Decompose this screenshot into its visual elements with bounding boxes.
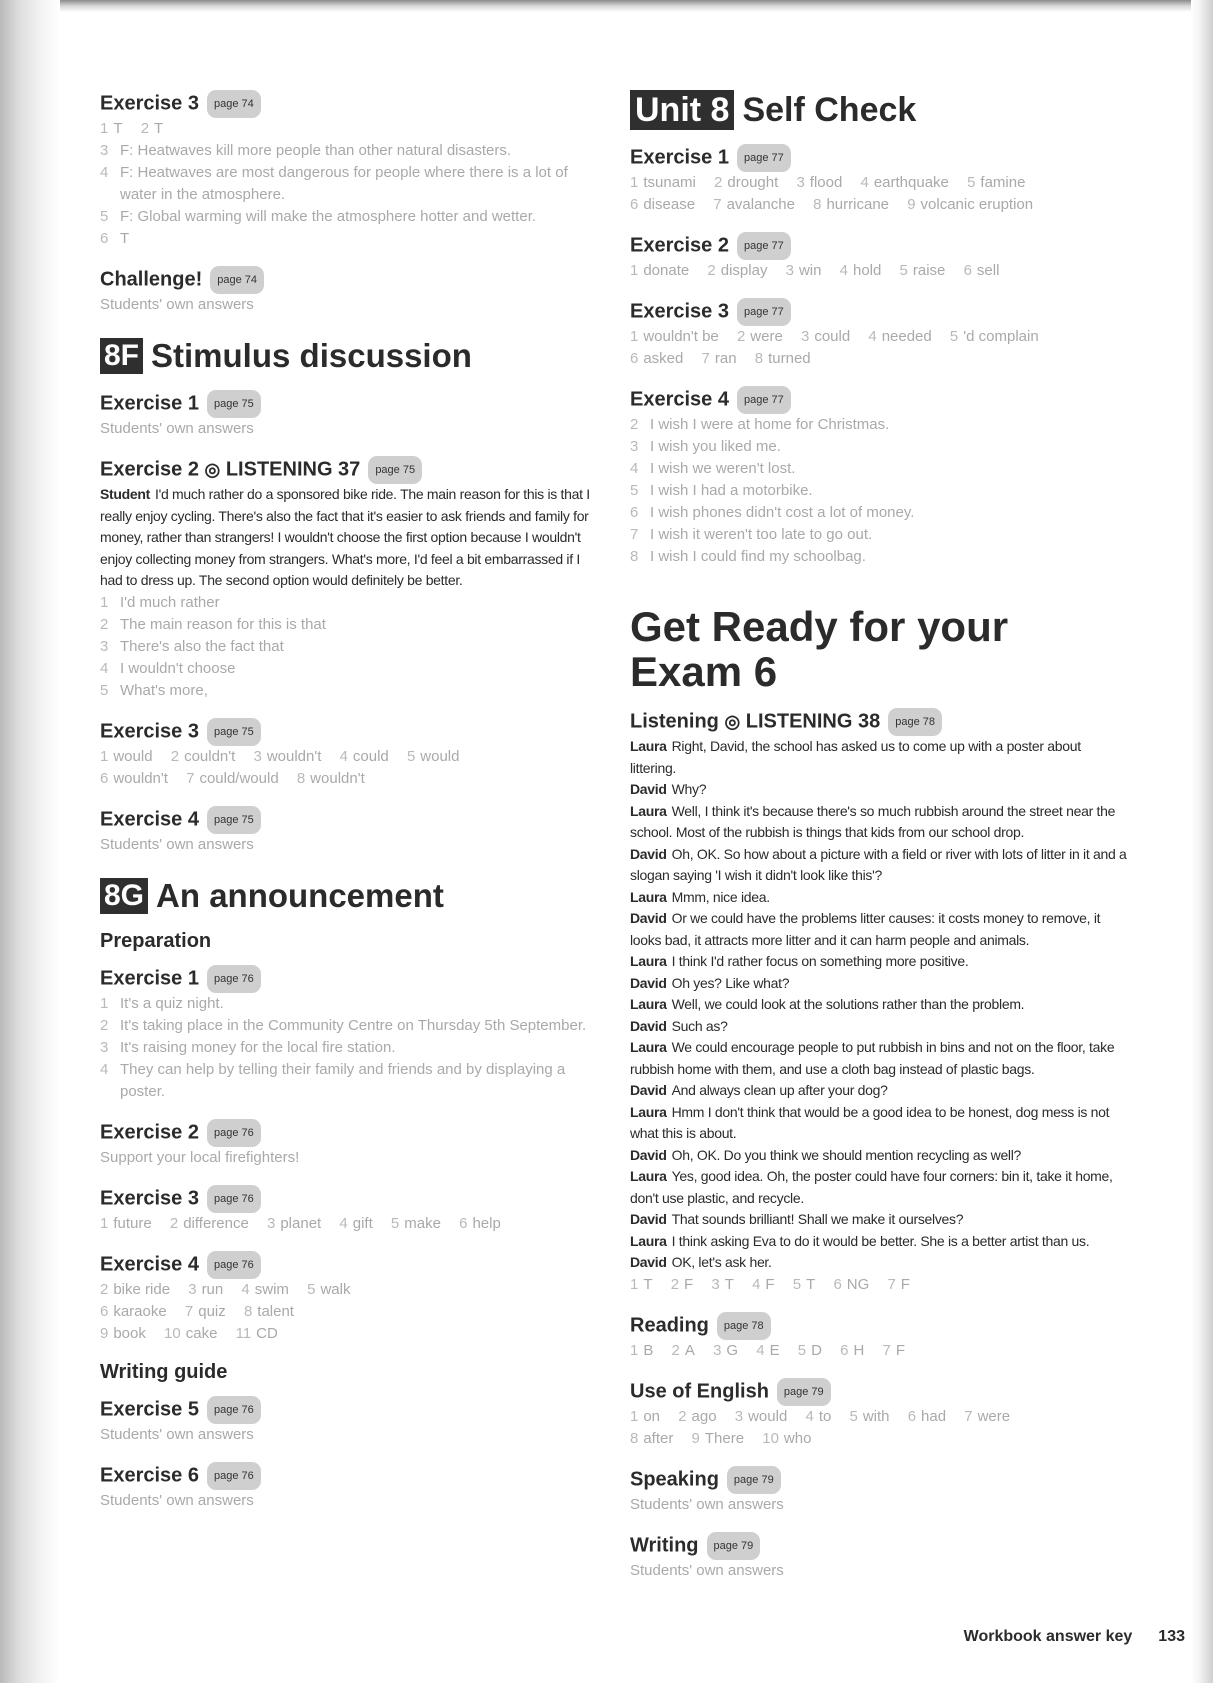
exercise-3-block xyxy=(100,90,590,250)
answer-text: Students' own answers xyxy=(100,420,254,437)
answer-line: 1 on 2 ago 3 would 4 to 5 with 6 had 7 were xyxy=(630,1407,1011,1425)
exercise-title: Exercise 3 xyxy=(630,300,729,323)
unit-tag: Unit 8 xyxy=(630,90,734,130)
speaker-name: Student xyxy=(100,486,151,502)
exercise-title: Reading xyxy=(630,1313,709,1336)
answer-text: Support your local firefighters! xyxy=(100,1148,300,1166)
listening-label: LISTENING 38 xyxy=(745,710,881,733)
page-pill: page 79 xyxy=(727,1466,781,1494)
exercise-title: Exercise 2 xyxy=(100,458,199,481)
exercise-heading xyxy=(630,1378,1130,1406)
page-pill: page 76 xyxy=(207,965,261,993)
exercise-heading xyxy=(100,965,590,993)
exercise-heading xyxy=(630,144,1130,172)
section-tag: 8F xyxy=(100,338,143,374)
section-heading-8g xyxy=(100,876,590,916)
exercise-2-block xyxy=(100,1119,590,1169)
answer-line: 1 wouldn't be 2 were 3 could 4 needed 5 'd complain xyxy=(630,328,1039,345)
answer-line: 8 after 9 There 10 who xyxy=(630,1429,812,1447)
unit-title: Self Check xyxy=(742,91,917,129)
exercise-heading xyxy=(100,1462,590,1490)
answer-line: 1 donate 2 display 3 win 4 hold 5 raise 6 sell xyxy=(630,262,1000,279)
section-heading-8f xyxy=(100,336,590,376)
footer-label: Workbook answer key xyxy=(963,1628,1133,1645)
answer-list: 1 I'd much rather 2 The main reason for this is that 3 There's also the fact that 4 I wouldn't choose 5 What's more, xyxy=(100,593,326,699)
reading-block xyxy=(630,1312,1130,1362)
exercise-3-block xyxy=(100,718,590,790)
page-binding-shadow xyxy=(0,0,60,1683)
exercise-heading xyxy=(630,1532,1130,1560)
exercise-6-block xyxy=(100,1462,590,1512)
speaking-block xyxy=(630,1466,1130,1516)
answer-text: Students' own answers xyxy=(100,1425,254,1443)
section-tag: 8G xyxy=(100,878,148,914)
audio-disc-icon: ◎ xyxy=(204,459,221,480)
answer-line: 1 future 2 difference 3 planet 4 gift 5 make 6 help xyxy=(100,1214,501,1232)
page-pill: page 75 xyxy=(207,718,261,746)
answer-line: 1 would 2 couldn't 3 wouldn't 4 could 5 would xyxy=(100,747,460,765)
exercise-title: Exercise 1 xyxy=(630,146,729,169)
page-pill: page 77 xyxy=(737,298,791,326)
answer-text: Students' own answers xyxy=(100,1491,254,1509)
exercise-title: Exercise 3 xyxy=(100,719,199,742)
exercise-title: Listening xyxy=(630,710,719,733)
transcript-text: I'd much rather do a sponsored bike ride. The main reason for this is that I really enjoy cycling. There's also the fact that it's easier to ask friends and family for money, rather than strangers! I wouldn't choose the first option because I wouldn't enjoy collecting money from strangers. What's more, I'd feel a bit embarrassed if I had to dress up. The second option would definitely be better. xyxy=(100,486,590,588)
challenge-block xyxy=(100,266,590,316)
answer-text: Students' own answers xyxy=(630,1495,784,1513)
exercise-heading xyxy=(100,1119,590,1147)
answer-text: Students' own answers xyxy=(100,296,254,313)
exercise-title: Exercise 1 xyxy=(100,392,199,415)
exercise-heading xyxy=(100,90,590,118)
page-pill: page 76 xyxy=(207,1462,261,1490)
page-pill: page 76 xyxy=(207,1119,261,1147)
exercise-5-block xyxy=(100,1396,590,1446)
exercise-heading xyxy=(630,298,1130,326)
unit-heading xyxy=(630,90,1130,130)
subheading-preparation: Preparation xyxy=(100,929,212,952)
page-pill: page 75 xyxy=(368,456,422,484)
section-title: Stimulus discussion xyxy=(151,337,472,374)
exercise-heading xyxy=(630,386,1130,414)
left-column xyxy=(100,90,590,1528)
selfcheck-exercise-3 xyxy=(630,298,1130,370)
page-pill: page 76 xyxy=(207,1396,261,1424)
exercise-title: Writing xyxy=(630,1533,699,1556)
exercise-3-block xyxy=(100,1185,590,1235)
use-of-english-block xyxy=(630,1378,1130,1450)
exercise-title: Exercise 6 xyxy=(100,1463,199,1486)
answer-line: 6 asked 7 ran 8 turned xyxy=(630,350,811,367)
answer-list: 2 I wish I were at home for Christmas. 3 I wish you liked me. 4 I wish we weren't lost. 5 I wish I had a motorbike. 6 I wish phones didn't cost a lot of money. 7 I wish it weren't too late to go out. 8 I wish I could find my schoolbag. xyxy=(630,416,915,565)
answer-line: 6 wouldn't 7 could/would 8 wouldn't xyxy=(100,769,365,787)
exercise-title: Exercise 2 xyxy=(100,1120,199,1143)
page-pill: page 74 xyxy=(210,266,264,294)
exercise-title: Speaking xyxy=(630,1467,719,1490)
answer-list: 3 F: Heatwaves kill more people than other natural disasters. 4 F: Heatwaves are most dangerous for people where there is a lot of water in the atmosphere. 5 F: Global warming will make the atmosphere hotter and wetter. 6 T xyxy=(100,142,568,247)
exercise-title: Exercise 4 xyxy=(100,807,199,830)
page-pill: page 75 xyxy=(207,806,261,834)
page-pill: page 79 xyxy=(707,1532,761,1560)
exercise-heading xyxy=(100,390,590,418)
exercise-title: Exercise 3 xyxy=(100,92,199,115)
exercise-title: Exercise 2 xyxy=(630,234,729,257)
exercise-title: Use of English xyxy=(630,1379,769,1402)
exercise-heading xyxy=(630,708,1130,736)
subheading-writing-guide: Writing guide xyxy=(100,1360,228,1383)
page-pill: page 77 xyxy=(737,144,791,172)
page-edge-shadow xyxy=(1191,0,1213,1683)
listening-block xyxy=(630,708,1130,1296)
transcript xyxy=(100,484,590,592)
exercise-title: Exercise 4 xyxy=(100,1252,199,1275)
page-pill: page 78 xyxy=(888,708,942,736)
page-pill: page 77 xyxy=(737,232,791,260)
page-pill: page 77 xyxy=(737,386,791,414)
exercise-1-block xyxy=(100,390,590,440)
answer-line: 9 book 10 cake 11 CD xyxy=(100,1324,278,1342)
page-pill: page 74 xyxy=(207,90,261,118)
exam-title-line: Exam 6 xyxy=(630,648,778,695)
exam-title-line: Get Ready for your xyxy=(630,603,1009,650)
exercise-heading xyxy=(100,1251,590,1279)
exercise-title: Exercise 5 xyxy=(100,1397,199,1420)
exercise-title: Exercise 1 xyxy=(100,966,199,989)
page-pill: page 79 xyxy=(777,1378,831,1406)
answer-list: 1 It's a quiz night. 2 It's taking place in the Community Centre on Thursday 5th September. 3 It's raising money for the local fire station. 4 They can help by telling their family and friends and by displaying a poster. xyxy=(100,994,587,1100)
answer-line: 2 bike ride 3 run 4 swim 5 walk xyxy=(100,1280,351,1298)
page-pill: page 76 xyxy=(207,1185,261,1213)
answer-line: 6 karaoke 7 quiz 8 talent xyxy=(100,1302,294,1320)
exercise-1-block xyxy=(100,965,590,1103)
page-pill: page 76 xyxy=(207,1251,261,1279)
exercise-heading xyxy=(100,806,590,834)
selfcheck-exercise-2 xyxy=(630,232,1130,282)
exercise-heading xyxy=(100,718,590,746)
listening-label: LISTENING 37 xyxy=(225,458,361,481)
exercise-4-block xyxy=(100,806,590,856)
audio-disc-icon: ◎ xyxy=(724,711,741,732)
exercise-title: Exercise 3 xyxy=(100,1186,199,1209)
right-column xyxy=(630,90,1130,1598)
page-footer xyxy=(964,1628,1185,1646)
exercise-title: Challenge! xyxy=(100,268,203,291)
selfcheck-exercise-1 xyxy=(630,144,1130,216)
exercise-heading xyxy=(630,1312,1130,1340)
section-title: An announcement xyxy=(156,876,444,914)
exercise-heading xyxy=(100,456,590,484)
answer-line: 6 disease 7 avalanche 8 hurricane 9 volcanic eruption xyxy=(630,196,1034,213)
exercise-heading xyxy=(100,1396,590,1424)
page-top-shadow xyxy=(0,0,1213,12)
answer-text: Students' own answers xyxy=(630,1561,784,1579)
page-pill: page 78 xyxy=(717,1312,771,1340)
exercise-heading xyxy=(630,232,1130,260)
page-number: 133 xyxy=(1158,1628,1185,1645)
writing-block xyxy=(630,1532,1130,1582)
exercise-heading xyxy=(630,1466,1130,1494)
answer-line: 1 tsunami 2 drought 3 flood 4 earthquake 5 famine xyxy=(630,174,1026,191)
exercise-heading xyxy=(100,1185,590,1213)
exercise-heading xyxy=(100,266,590,294)
answer-line: 1 B 2 A 3 G 4 E 5 D 6 H 7 F xyxy=(630,1341,906,1359)
exercise-title: Exercise 4 xyxy=(630,388,729,411)
page-pill: page 75 xyxy=(207,390,261,418)
selfcheck-exercise-4 xyxy=(630,386,1130,568)
answer-text: Students' own answers xyxy=(100,835,254,853)
exam-heading xyxy=(630,604,1130,694)
exercise-2-block xyxy=(100,456,590,702)
transcript: Laura Right, David, the school has asked us to come up with a poster about littering. David Why? Laura Well, I think it's because there's so much rubbish around the street near the school. Most of the rubbish is things that kids from our school drop. David Oh, OK. So how about a picture with a field or river with lots of litter in it and a slogan saying 'I wish it didn't look like this'? Laura Mmm, nice idea. David Or we could have the problems litter causes: it costs money to remove, it looks bad, it attracts more litter and it can harm people and animals. Laura I think I'd rather focus on something more positive. David Oh yes? Like what? Laura Well, we could look at the solutions rather than the problem. David Such as? Laura We could encourage people to put rubbish in bins and not on the floor, take rubbish home with them, and use a cloth bag instead of plastic bags. David And always clean up after your dog? Laura Hmm I don't think that would be a good idea to be honest, dog mess is not what this is about. David Oh, OK. Do you think we should mention recycling as well? Laura Yes, good idea. Oh, the poster could have four corners: bin it, take it home, don't use plastic, and recycle. David That sounds brilliant! Shall we make it ourselves? Laura I think asking Eva to do it would be better. She is a better artist than us. David OK, let's ask her. xyxy=(630,738,1127,1270)
exercise-4-block xyxy=(100,1251,590,1345)
answer-line: 1 T 2 F 3 T 4 F 5 T 6 NG 7 F xyxy=(630,1275,910,1293)
answer-line: 1 T 2 T xyxy=(100,120,164,137)
